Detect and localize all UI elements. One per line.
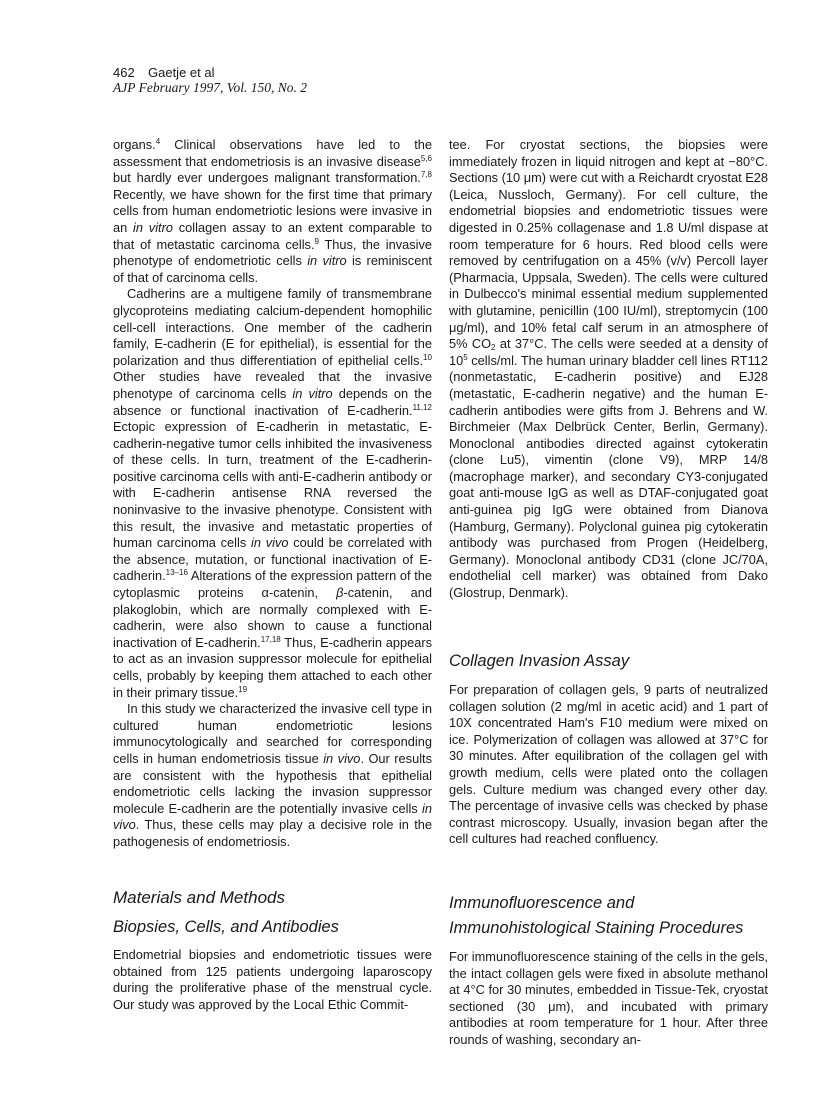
paragraph — [449, 949, 768, 1049]
reference-superscript: 5,6 — [420, 153, 432, 163]
paragraph — [449, 137, 768, 602]
subsection-heading-collagen: Collagen Invasion Assay — [449, 652, 630, 670]
immuno-text — [449, 949, 768, 1049]
reference-superscript: 10 — [423, 352, 432, 362]
text-run: For preparation of collagen gels, 9 parts of neutralized collagen solution (2 mg/ml in acetic acid) and 1 part of 10X concentrated Ham's F10 medium were mixed on ice. Polymerization of collagen was allowed at 37°C for 30 minutes. After equilibration of the collagen gel with growth medium, cells were plated onto the collagen gels. Culture medium was changed every other day. The percentage of invasive cells was checked by phase contrast microscopy. Usually, invasion began after the cell cultures had reached confluency. — [449, 682, 768, 847]
reference-superscript: 19 — [238, 684, 248, 694]
italic-term: in vitro — [292, 385, 333, 401]
reference-superscript: 9 — [314, 236, 319, 246]
reference-superscript: 7,8 — [420, 170, 432, 180]
text-run: tee. For cryostat sections, the biopsies were immediately frozen in liquid nitrogen and kept at −80°C. Sections (10 μm) were cut with a Reichardt cryostat E28 (Leica, Nussloch, Germany). For cell culture, the endometrial biopsies and endometriotic tissues were digested in 0.25% collagenase and 1.8 U/ml dispase at room temperature for 6 hours. Red blood cells were removed by centrifugation on a 45% (v/v) Percoll layer (Pharmacia, Uppsala, Sweden). The cells were cultured in Dulbecco's minimal essential medium supplemented with glutamine, penicillin (100 IU/ml), streptomycin (100 μg/ml), and 10% fetal calf serum in an atmosphere of 5% CO — [449, 137, 768, 352]
paragraph — [449, 682, 768, 848]
subsection-heading-immuno-1: Immunofluorescence and — [449, 894, 635, 912]
text-run: -catenin, and plakoglobin, which are normally complexed with E-cadherin, were also shown to cause a functional inactivation of E-cadherin. — [113, 585, 432, 650]
paragraph — [113, 137, 432, 286]
text-run: Recently, we have shown for the first time that primary cells from human endometriotic lesions were invasive in an — [113, 186, 432, 235]
italic-term: in vivo — [323, 750, 361, 766]
section-heading-materials-methods: Materials and Methods — [113, 888, 285, 907]
text-run: is reminiscent of that of carcinoma cells. — [113, 253, 432, 285]
text-run: collagen assay to an extent comparable to that of metastatic carcinoma cells. — [113, 219, 432, 252]
collagen-text — [449, 682, 768, 848]
journal-citation: AJP February 1997, Vol. 150, No. 2 — [113, 80, 307, 95]
italic-term: in vitro — [307, 253, 347, 269]
text-run: could be correlated with the absence, mutation, or functional inactivation of E-cadherin. — [113, 535, 432, 584]
text-run: at 37°C. The cells were seeded at a density of 10 — [449, 336, 768, 368]
text-run: but hardly ever undergoes malignant transformation. — [113, 170, 421, 186]
reference-superscript: 11,12 — [412, 402, 432, 412]
text-run: For immunofluorescence staining of the cells in the gels, the intact collagen gels were fixed in absolute methanol at 4°C for 30 minutes, embedded in Tissue-Tek, cryostat sectioned (30 μm), and incubated with primary antibodies at room temperature for 1 hour. After three rounds of washing, secondary an- — [449, 949, 768, 1047]
reference-superscript: 13–16 — [165, 568, 188, 578]
text-run: . Thus, these cells may play a decisive role in the pathogenesis of endometriosis. — [113, 817, 432, 849]
paragraph — [113, 701, 432, 850]
subsection-heading-immuno-2: Immunohistological Staining Procedures — [449, 919, 744, 937]
italic-term: in vivo — [113, 800, 432, 833]
text-run: Clinical observations have led to the assessment that endometriosis is an invasive disease — [113, 137, 432, 169]
reference-superscript: 17,18 — [260, 634, 281, 644]
reference-superscript: 4 — [155, 137, 161, 146]
subscript: 2 — [491, 343, 496, 353]
text-run: Thus, the invasive phenotype of endometriotic cells — [113, 236, 432, 269]
text-run: Alterations of the expression pattern of the cytoplasmic proteins α-catenin, — [113, 568, 432, 601]
text-run: Other studies have revealed that the invasive phenotype of carcinoma cells — [113, 369, 432, 401]
paragraph — [113, 947, 432, 1013]
italic-term: β — [336, 585, 344, 601]
text-run: Cadherins are a multigene family of transmembrane glycoproteins mediating calcium-dependent homophilic cell-cell interactions. One member of the cadherin family, E-cadherin (E for epithelial), is essential for the polarization and thus differentiation of epithelial cells. — [113, 286, 432, 368]
subsection-heading-biopsies: Biopsies, Cells, and Antibodies — [113, 918, 339, 936]
running-header — [113, 65, 215, 80]
italic-term: in vivo — [251, 535, 289, 551]
text-run: . Our results are consistent with the hypothesis that epithelial endometriotic cells lacking the invasion suppressor molecule E-cadherin are the potentially invasive cells — [113, 750, 432, 816]
text-run: In this study we characterized the invasive cell type in cultured human endometriotic lesions immunocytologically and searched for corresponding cells in human endometriosis tissue — [113, 701, 432, 766]
text-run: organs. — [113, 137, 156, 152]
paragraph — [113, 286, 432, 701]
text-run: depends on the absence or functional inactivation of E-cadherin. — [113, 385, 432, 418]
reference-superscript: 5 — [463, 352, 468, 362]
text-run: Thus, E-cadherin appears to act as an invasion suppressor molecule for epithelial cells, probably by keeping them attached to each other in their primary tissue. — [113, 634, 432, 700]
text-run: Endometrial biopsies and endometriotic tissues were obtained from 125 patients undergoing laparoscopy during the proliferative phase of the menstrual cycle. Our study was approved by the Local Ethic Commit- — [113, 947, 432, 1012]
italic-term: in vitro — [133, 219, 173, 235]
page-number: 462 — [113, 65, 135, 80]
left-intro-text — [113, 137, 432, 851]
text-run: Ectopic expression of E-cadherin in metastatic, E-cadherin-negative tumor cells inhibited the invasiveness of these cells. In turn, treatment of the E-cadherin-positive carcinoma cells with anti-E-cadherin antibody or with E-cadherin antisense RNA reversed the noninvasive to the invasive phenotype. Consistent with this result, the invasive and metastatic properties of human carcinoma cells — [113, 419, 432, 551]
text-run: cells/ml. The human urinary bladder cell lines RT112 (nonmetastatic, E-cadherin positive) and EJ28 (metastatic, E-cadherin negative) and the human E-cadherin antibodies were gifts from J. Behrens and W. Birchmeier (Max Delbrück Center, Berlin, Germany). Monoclonal antibodies directed against cytokeratin (clone Lu5), vimentin (clone V9), MRP 14/8 (macrophage marker), and secondary CY3-conjugated goat anti-mouse IgG as well as DTAF-conjugated goat anti-guinea pig IgG were obtained from Dianova (Hamburg, Germany). Polyclonal guinea pig cytokeratin antibody was purchased from Progen (Heidelberg, Germany). Monoclonal antibody CD31 (clone JC/70A, endothelial cell marker) was obtained from Dako (Glostrup, Denmark). — [449, 352, 768, 601]
running-authors: Gaetje et al — [148, 65, 215, 80]
biopsies-text — [113, 947, 432, 1013]
right-methods-text — [449, 137, 768, 602]
